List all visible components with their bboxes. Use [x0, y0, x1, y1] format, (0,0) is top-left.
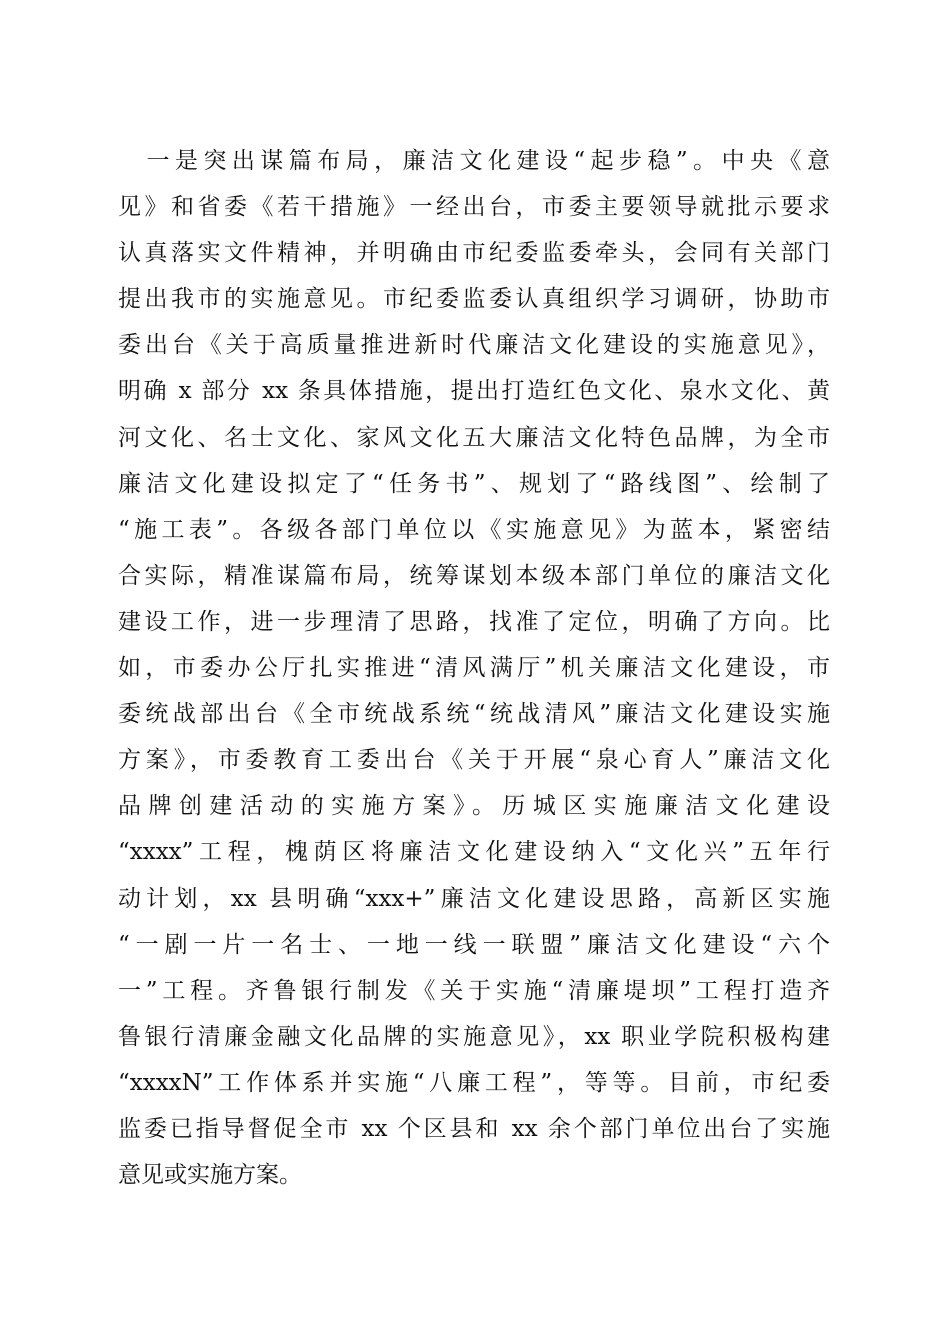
paragraph-line: 监委已指导督促全市 xx 个区县和 xx 余个部门单位出台了实施 [118, 1115, 830, 1142]
paragraph-line: 一”工程。齐鲁银行制发《关于实施“清廉堤坝”工程打造齐 [118, 977, 830, 1004]
paragraph-line: 认真落实文件精神，并明确由市纪委监委牵头，会同有关部门 [118, 240, 830, 267]
paragraph-line: 意见或实施方案。 [118, 1162, 302, 1189]
paragraph-line: 品牌创建活动的实施方案》。历城区实施廉洁文化建设 [118, 793, 830, 820]
paragraph-line: 鲁银行清廉金融文化品牌的实施意见》，xx 职业学院积极构建 [118, 1023, 830, 1050]
paragraph-line: “施工表”。各级各部门单位以《实施意见》为蓝本，紧密结 [118, 516, 830, 543]
paragraph-line: 提出我市的实施意见。市纪委监委认真组织学习调研，协助市 [118, 286, 830, 313]
body-paragraph [118, 138, 830, 1198]
paragraph-line: 河文化、名士文化、家风文化五大廉洁文化特色品牌，为全市 [118, 424, 830, 451]
paragraph-line: 动计划，xx 县明确“xxx+”廉洁文化建设思路，高新区实施 [118, 885, 830, 912]
paragraph-line: “xxxx”工程，槐荫区将廉洁文化建设纳入“文化兴”五年行 [118, 839, 830, 866]
paragraph-line: 见》和省委《若干措施》一经出台，市委主要领导就批示要求 [118, 194, 830, 221]
paragraph-line: 委统战部出台《全市统战系统“统战清风”廉洁文化建设实施 [118, 701, 830, 728]
paragraph-line: 一是突出谋篇布局，廉洁文化建设“起步稳”。中央《意 [118, 148, 830, 174]
paragraph-line: “xxxxN”工作体系并实施“八廉工程”，等等。目前，市纪委 [118, 1069, 830, 1096]
paragraph-line: 方案》，市委教育工委出台《关于开展“泉心育人”廉洁文化 [118, 747, 830, 774]
paragraph-line: 合实际，精准谋篇布局，统筹谋划本级本部门单位的廉洁文化 [118, 562, 830, 589]
paragraph-line: 廉洁文化建设拟定了“任务书”、规划了“路线图”、绘制了 [118, 470, 830, 497]
paragraph-line: 如，市委办公厅扎实推进“清风满厅”机关廉洁文化建设，市 [118, 655, 830, 682]
paragraph-line: 委出台《关于高质量推进新时代廉洁文化建设的实施意见》， [118, 332, 830, 359]
paragraph-line: 建设工作，进一步理清了思路，找准了定位，明确了方向。比 [118, 608, 830, 635]
paragraph-line: “一剧一片一名士、一地一线一联盟”廉洁文化建设“六个 [118, 931, 830, 958]
paragraph-line: 明确 x 部分 xx 条具体措施，提出打造红色文化、泉水文化、黄 [118, 378, 830, 405]
